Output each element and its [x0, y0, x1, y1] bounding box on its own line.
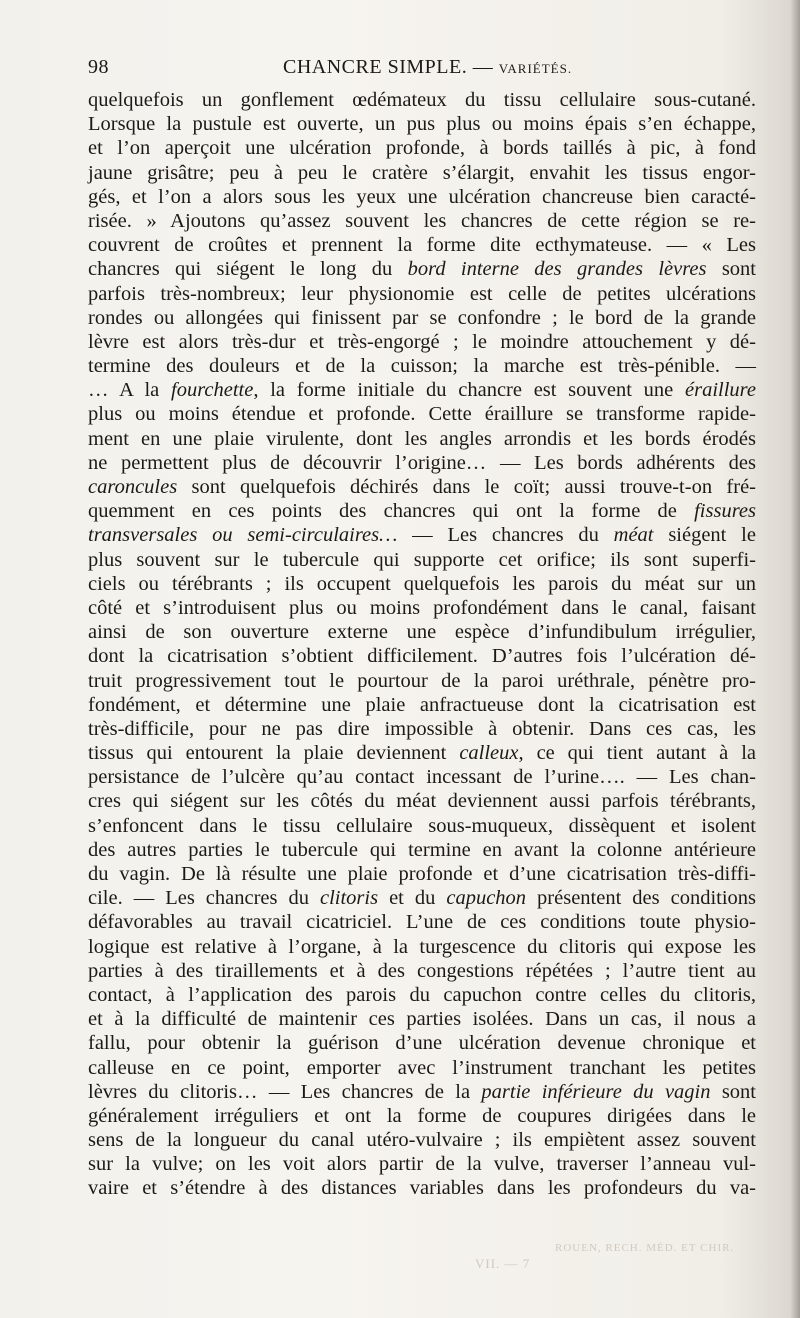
text-line	[88, 233, 756, 257]
text-run: plus ou moins étendue et profonde. Cette éraillure se transforme rapide-	[88, 403, 756, 426]
section-title: VARIÉTÉS.	[498, 61, 573, 76]
text-run: risée. » Ajoutons qu’assez souvent les chancres de cette région se re-	[88, 209, 756, 232]
text-line	[88, 306, 756, 330]
text-run: plus souvent sur le tubercule qui supporte cet orifice; ils sont superfi-	[88, 548, 756, 571]
text-run: ciels ou térébrants ; ils occupent quelquefois les parois du méat sur un	[88, 572, 756, 595]
italic-term: caroncules	[88, 476, 178, 498]
italic-term: calleux	[459, 742, 519, 765]
page-edge-shadow	[790, 0, 800, 1318]
text-line	[88, 257, 756, 281]
text-run: , ce qui tient autant à la	[518, 742, 756, 765]
italic-term: fourchette	[171, 379, 254, 402]
text-line	[88, 620, 756, 644]
sheet-mark: VII. — 7	[475, 1256, 531, 1271]
text-run: vaire et s’étendre à des distances variables dans les profondeurs du va-	[88, 1177, 756, 1200]
text-line	[88, 789, 756, 813]
text-run: dont la cicatrisation s’obtient difficilement. D’autres fois l’ulcération dé-	[88, 645, 756, 668]
text-line	[88, 402, 756, 426]
text-line	[88, 330, 756, 354]
text-run: sur la vulve; on les voit alors partir de la vulve, traverser l’anneau vul-	[88, 1153, 756, 1176]
text-line	[88, 1056, 756, 1080]
text-run: siégent le	[653, 524, 756, 547]
text-line	[88, 1176, 756, 1200]
text-run: fallu, pour obtenir la guérison d’une ulcération devenue chronique et	[88, 1032, 756, 1055]
text-line	[88, 886, 756, 910]
text-run: persistance de l’ulcère qu’au contact incessant de l’urine…. — Les chan-	[88, 766, 756, 789]
text-run: logique est relative à l’organe, à la turgescence du clitoris qui expose les	[88, 935, 756, 958]
text-run: gés, et l’on a alors sous les yeux une ulcération chancreuse bien caracté-	[88, 185, 756, 208]
text-run: lèvres du clitoris… — Les chancres de la	[88, 1080, 482, 1103]
text-line	[88, 717, 756, 741]
text-run: du vagin. De là résulte une plaie profonde et d’une cicatrisation très-diffi-	[88, 863, 756, 885]
text-line	[88, 1007, 756, 1031]
running-title	[283, 56, 572, 79]
text-run: ment en une plaie virulente, dont les angles arrondis et les bords érodés	[88, 427, 756, 450]
italic-term: éraillure	[685, 379, 756, 402]
text-line	[88, 1031, 756, 1055]
text-line	[88, 378, 756, 402]
text-run: , la forme initiale du chancre est souvent une	[253, 379, 685, 402]
page-number: 98	[88, 56, 109, 78]
text-run: fondément, et détermine une plaie anfractueuse dont la cicatrisation est	[88, 693, 756, 716]
text-run: jaune grisâtre; peu à peu le cratère s’élargit, envahit les tissus engor-	[88, 161, 756, 184]
text-line	[88, 959, 756, 983]
text-line	[88, 669, 756, 693]
text-line	[88, 596, 756, 620]
text-run: contact, à l’application des parois du capuchon contre celles du clitoris,	[88, 983, 756, 1006]
text-run: généralement irréguliers et ont la forme de coupures dirigées dans le	[88, 1104, 756, 1127]
text-run: côté et s’introduisent plus ou moins profondément dans le canal, faisant	[88, 596, 756, 619]
text-line	[88, 741, 756, 765]
text-line	[88, 112, 756, 136]
text-line	[88, 693, 756, 717]
text-run: et à la difficulté de maintenir ces parties isolées. Dans un cas, il nous a	[88, 1008, 756, 1031]
text-run: quemment en ces points des chancres qui ont la forme de	[88, 500, 695, 523]
text-line	[88, 862, 756, 886]
text-run: termine des douleurs et de la cuisson; la marche est très-pénible. —	[88, 355, 756, 378]
text-line	[88, 475, 756, 499]
text-run: … A la	[88, 379, 171, 402]
text-line	[88, 136, 756, 160]
text-run: et du	[378, 887, 447, 910]
italic-term: clitoris	[319, 887, 379, 910]
text-run: lèvre est alors très-dur et très-engorgé ; le moindre attouchement y dé-	[88, 330, 756, 353]
text-line	[88, 88, 756, 112]
text-run: et l’on aperçoit une ulcération profonde, à bords taillés à pic, à fond	[88, 137, 756, 160]
text-run: sont quelquefois déchirés dans le coït; aussi trouve-t-on fré-	[177, 476, 756, 498]
text-run: présentent des conditions	[526, 887, 757, 910]
text-line	[88, 765, 756, 789]
text-line	[88, 499, 756, 523]
text-run: rondes ou allongées qui finissent par se confondre ; le bord de la grande	[88, 306, 756, 329]
text-line	[88, 282, 756, 306]
text-line	[88, 523, 756, 547]
text-run: parties à des tiraillements et à des congestions répétées ; l’autre tient au	[88, 959, 756, 982]
printer-signature: ROUEN, RECH. MÉD. ET CHIR.	[555, 1242, 735, 1254]
text-line	[88, 548, 756, 572]
text-line	[88, 838, 756, 862]
page-header	[88, 56, 746, 86]
text-line	[88, 427, 756, 451]
italic-term: capuchon	[446, 887, 527, 910]
text-line	[88, 185, 756, 209]
text-run: chancres qui siégent le long du	[88, 258, 408, 281]
text-line	[88, 1152, 756, 1176]
text-run: ne permettent plus de découvrir l’origine… — Les bords adhérents des	[88, 451, 756, 474]
text-line	[88, 1080, 756, 1104]
text-line	[88, 1104, 756, 1128]
text-run: très-difficile, pour ne pas dire impossible à obtenir. Dans ces cas, les	[88, 717, 756, 740]
running-title-text: CHANCRE SIMPLE.	[283, 56, 468, 78]
italic-term: bord interne des grandes lèvres	[407, 258, 707, 281]
text-line	[88, 910, 756, 934]
text-run: défavorables au travail cicatriciel. L’une de ces conditions toute physio-	[88, 911, 756, 934]
italic-term: transversales ou semi-circulaires…	[88, 524, 398, 547]
text-run: cres qui siégent sur les côtés du méat deviennent aussi parfois térébrants,	[88, 790, 756, 813]
text-line	[88, 644, 756, 668]
text-run: s’enfoncent dans le tissu cellulaire sous-muqueux, dissèquent et isolent	[88, 814, 756, 837]
italic-term: méat	[613, 524, 654, 547]
text-line	[88, 354, 756, 378]
text-run: couvrent de croûtes et prennent la forme dite ecthymateuse. — « Les	[88, 234, 756, 257]
body-text	[88, 88, 756, 1201]
text-run: tissus qui entourent la plaie deviennent	[88, 742, 460, 765]
running-title-dash: —	[472, 56, 494, 78]
text-run: cile. — Les chancres du	[88, 887, 320, 910]
text-line	[88, 209, 756, 233]
text-line	[88, 814, 756, 838]
italic-term: fissures	[694, 500, 756, 523]
text-run: parfois très-nombreux; leur physionomie est celle de petites ulcérations	[88, 282, 756, 305]
text-run: sont	[706, 258, 756, 281]
text-run: quelquefois un gonflement œdémateux du tissu cellulaire sous-cutané.	[88, 89, 756, 111]
text-run: ainsi de son ouverture externe une espèce d’infundibulum irrégulier,	[88, 621, 756, 644]
text-run: Lorsque la pustule est ouverte, un pus plus ou moins épais s’en échappe,	[88, 113, 756, 136]
text-run: des autres parties le tubercule qui termine en avant la colonne antérieure	[88, 838, 756, 861]
text-line	[88, 451, 756, 475]
text-line	[88, 983, 756, 1007]
text-run: — Les chancres du	[397, 524, 614, 547]
text-line	[88, 572, 756, 596]
text-run: sont	[710, 1080, 756, 1103]
text-line	[88, 161, 756, 185]
italic-term: partie inférieure du vagin	[481, 1080, 711, 1103]
text-run: truit progressivement tout le pourtour de la paroi uréthrale, pénètre pro-	[88, 669, 756, 692]
text-line	[88, 1128, 756, 1152]
text-line	[88, 935, 756, 959]
text-run: sens de la longueur du canal utéro-vulvaire ; ils empiètent assez souvent	[88, 1129, 756, 1152]
text-run: calleuse en ce point, emporter avec l’instrument tranchant les petites	[88, 1056, 756, 1079]
